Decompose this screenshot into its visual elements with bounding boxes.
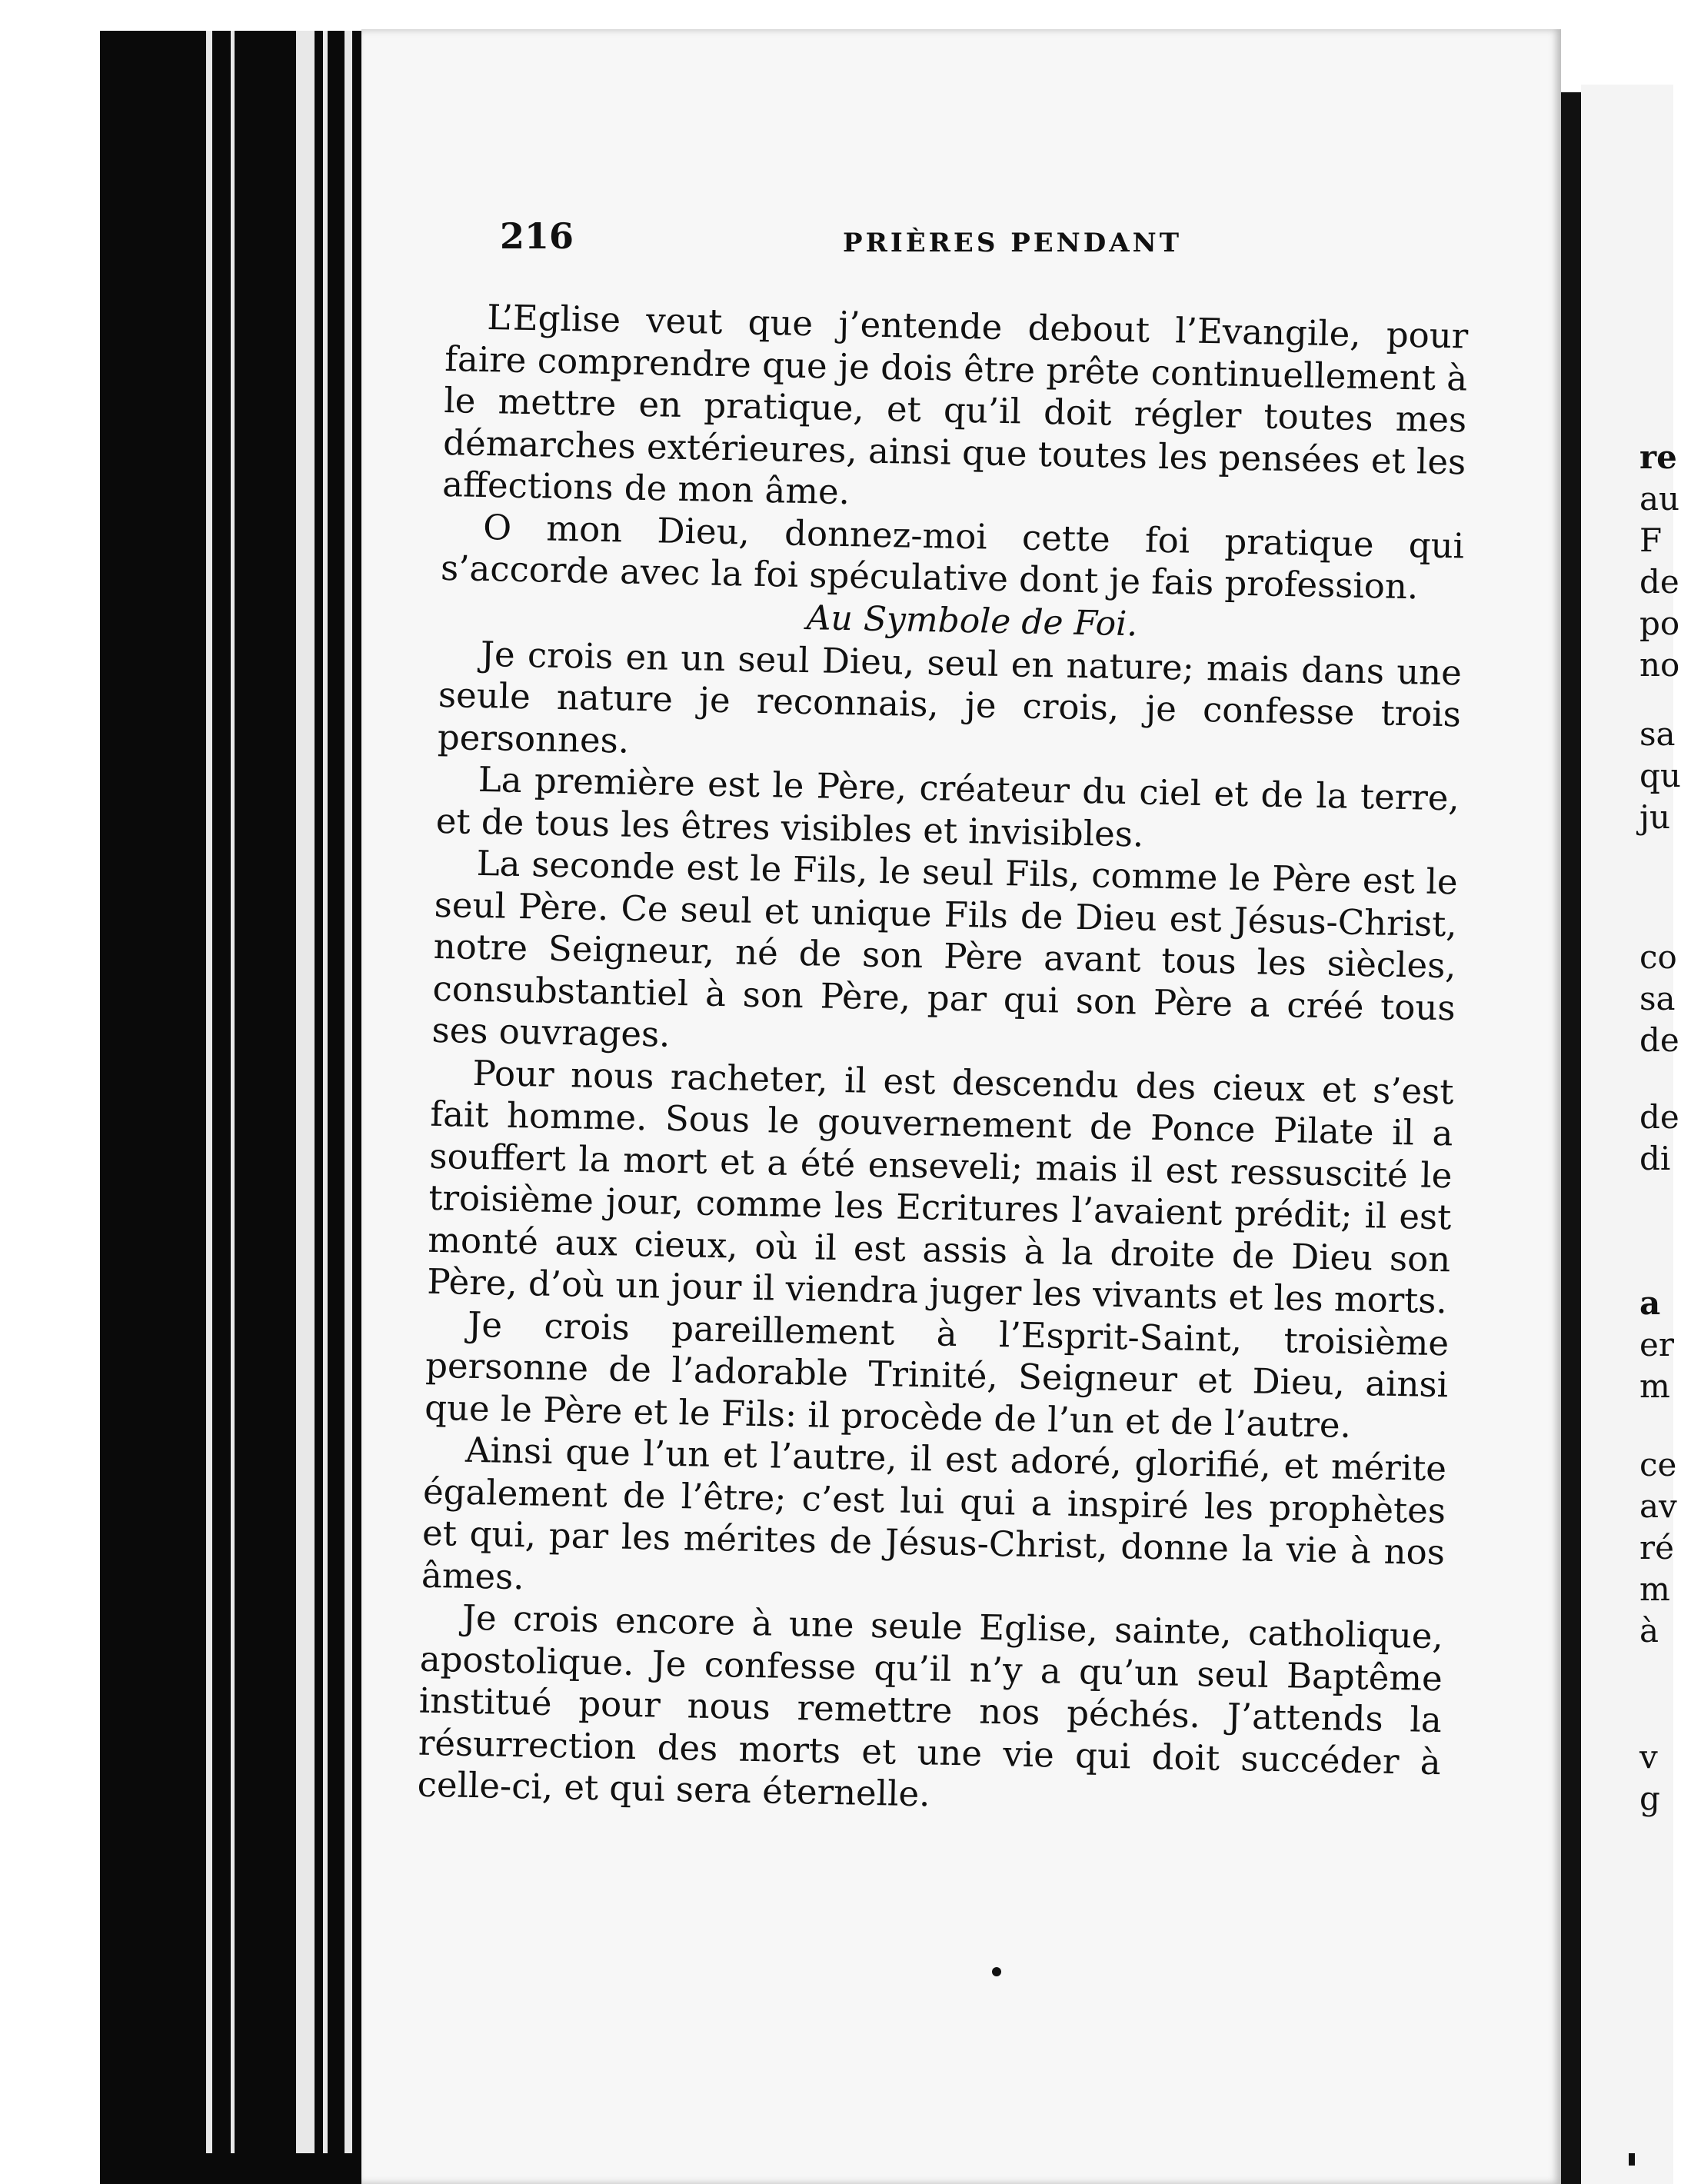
book-binding-area xyxy=(0,0,361,2184)
facing-page-fragment: v xyxy=(1639,1738,1658,1776)
facing-page-fragment: qu xyxy=(1639,757,1681,794)
facing-page-edge xyxy=(1581,85,1681,2184)
ink-speck xyxy=(992,1967,1001,1976)
paragraph: L’Eglise veut que j’entende debout l’Evangile, pour faire comprendre que je dois être prête continuellement à le mettre en pratique, et qu’il doit régler toutes mes démarches extérieures, ainsi que toutes les pensées et les affections de mon âme. xyxy=(441,297,1469,513)
paragraph: O mon Dieu, donnez-moi cette foi pratique qui s’accorde avec la foi spéculative dont je fais profession. xyxy=(440,506,1465,608)
paragraph: Je crois pareillement à l’Esprit-Saint, troisième personne de l’adorable Trinité, Seigneur et Dieu, ainsi que le Père et le Fils: il procède de l’un et de l’autre. xyxy=(424,1303,1450,1446)
page-edge-stripe xyxy=(231,31,235,2153)
facing-page-fragment: sa xyxy=(1639,980,1676,1017)
paragraph: La première est le Père, créateur du ciel et de la terre, et de tous les êtres visibles et invisibles. xyxy=(435,758,1460,855)
facing-page-fragment: g xyxy=(1639,1779,1660,1817)
paragraph: Ainsi que l’un et l’autre, il est adoré, glorifié, et mérite également de l’être; c’est lui qui a inspiré les prophètes et qui, par les mérites de Jésus-Christ, donne la vie à nos âmes. xyxy=(421,1429,1447,1597)
page-edge-stripe xyxy=(345,31,352,2153)
page-edge-stripe xyxy=(206,31,212,2153)
ink-speck xyxy=(1629,2153,1635,2166)
facing-page-fragment: à xyxy=(1639,1612,1659,1650)
facing-page-fragment: de xyxy=(1639,563,1679,601)
paragraph: Pour nous racheter, il est descendu des cieux et s’est fait homme. Sous le gouvernement de Ponce Pilate il a souffert la mort et a été enseveli; mais il est ressuscité le troisième jour, comme les Ecritures l’avaient prédit; il est monté aux cieux, où il est assis à la droite de Dieu son Père, d’où un jour il viendra juger les vivants et les morts. xyxy=(426,1052,1454,1322)
section-heading: Au Symbole de Foi. xyxy=(806,598,1138,644)
facing-page-fragment: de xyxy=(1639,1098,1679,1136)
facing-page-fragment: au xyxy=(1639,480,1680,518)
page-header xyxy=(500,215,1523,269)
facing-page-fragment: co xyxy=(1639,938,1677,976)
paragraph: Je crois en un seul Dieu, seul en nature; mais dans une seule nature je reconnais, je crois, je confesse trois personnes. xyxy=(437,633,1463,761)
running-head: PRIÈRES PENDANT xyxy=(843,228,1183,258)
facing-page-fragment: di xyxy=(1639,1140,1671,1177)
facing-page-fragment: av xyxy=(1639,1487,1677,1525)
gutter-shadow xyxy=(1561,92,1581,2184)
facing-page-fragment: m xyxy=(1639,1367,1670,1405)
page-edge-stripe xyxy=(296,31,315,2153)
facing-page-fragment: ré xyxy=(1639,1529,1674,1566)
paragraph: Je crois encore à une seule Eglise, sainte, catholique, apostolique. Je confesse qu’il n’y a qu’un seul Baptême institué pour nous remettre nos péchés. J’attends la résurrection des morts et une vie qui doit succéder à celle-ci, et qui sera éternelle. xyxy=(417,1596,1444,1815)
facing-page-fragment: a xyxy=(1639,1284,1661,1322)
facing-page-fragment: sa xyxy=(1639,715,1676,753)
facing-page-fragment: no xyxy=(1639,646,1680,684)
facing-page-fragment: re xyxy=(1639,438,1677,476)
facing-page-fragment: po xyxy=(1639,604,1680,642)
page-edge-stripe xyxy=(323,31,328,2153)
facing-page-fragment: F xyxy=(1639,521,1663,559)
facing-page-fragment: ce xyxy=(1639,1446,1677,1483)
page-number: 216 xyxy=(500,215,574,257)
facing-page-fragment: er xyxy=(1639,1326,1674,1363)
paragraph: La seconde est le Fils, le seul Fils, comme le Père est le seul Père. Ce seul et unique Fils de Dieu est Jésus-Christ, notre Seigneur, né de son Père avant tous les siècles, consubstantiel à son Père, par qui son Père a créé tous ses ouvrages. xyxy=(431,842,1459,1055)
facing-page-fragment: ju xyxy=(1639,798,1671,836)
page-body xyxy=(417,296,1468,1826)
facing-page-fragment: de xyxy=(1639,1021,1679,1059)
facing-page-fragment: m xyxy=(1639,1570,1670,1608)
